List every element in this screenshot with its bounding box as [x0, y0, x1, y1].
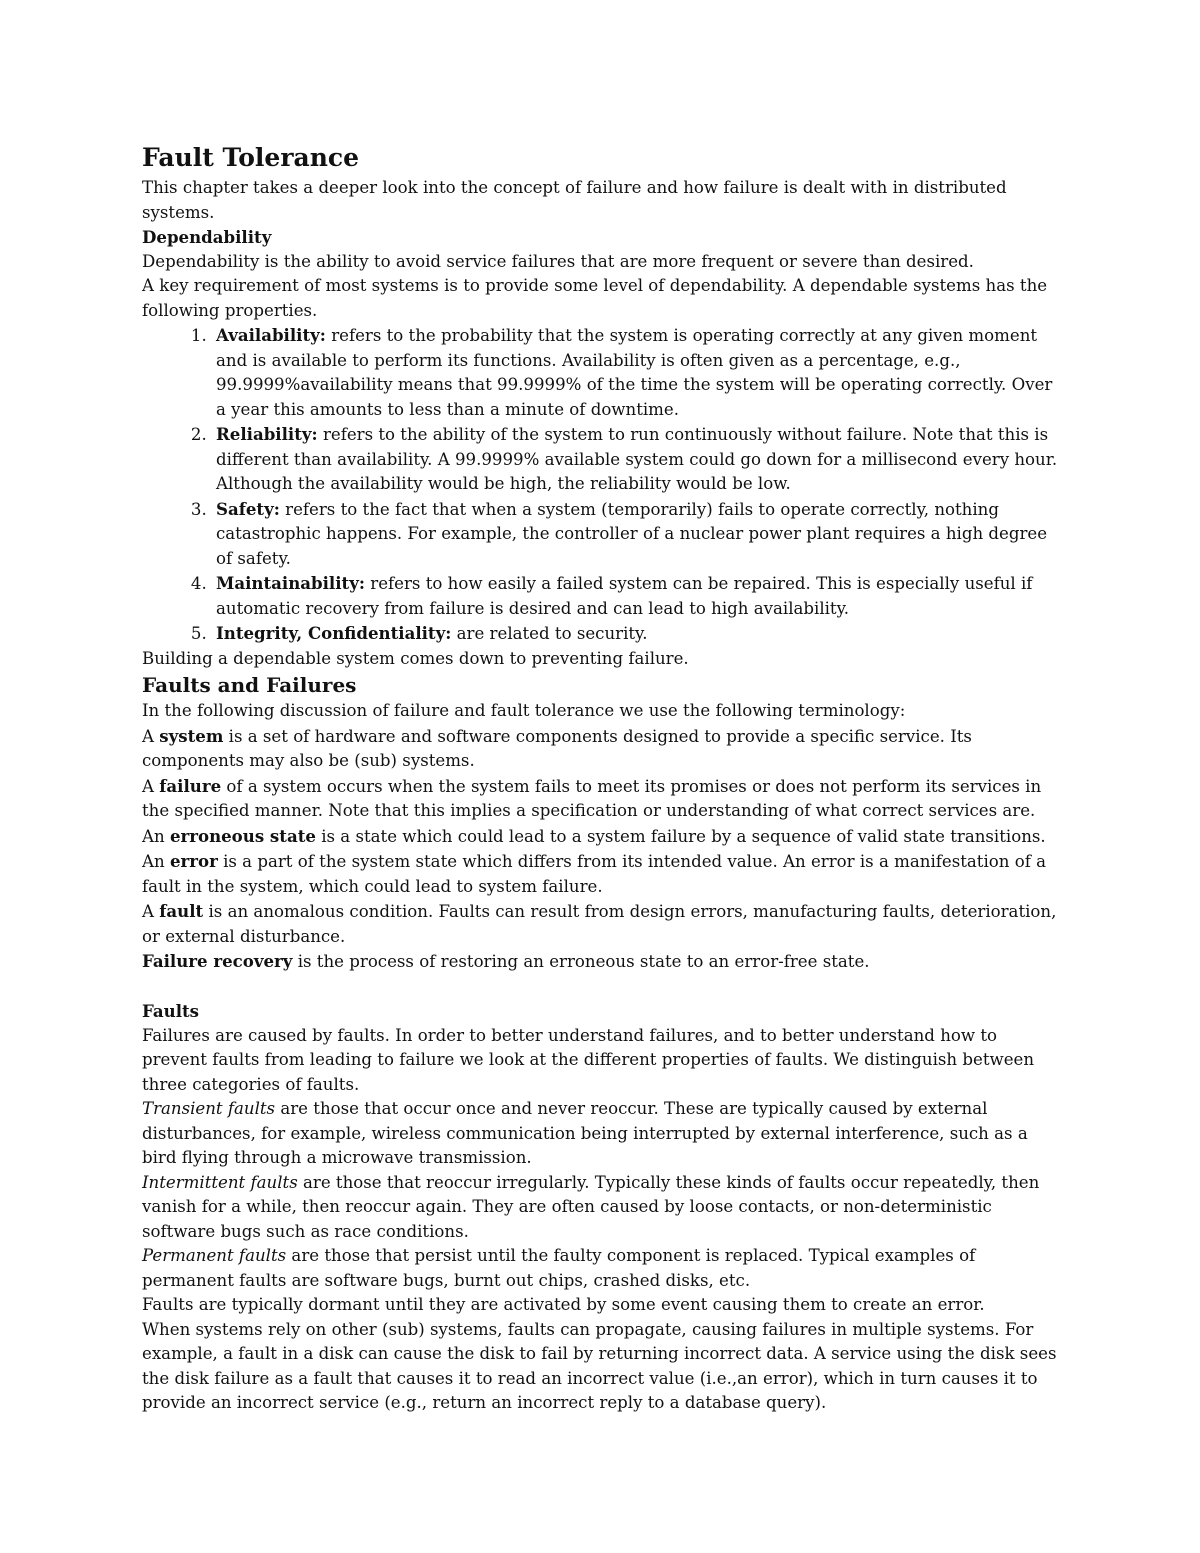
intro-paragraph: This chapter takes a deeper look into the concept of failure and how failure is dealt with in distributed systems.	[142, 178, 1007, 222]
property-term: Reliability:	[216, 424, 318, 444]
property-term: Maintainability:	[216, 573, 365, 593]
faults-intro: Failures are caused by faults. In order to better understand failures, and to better understand how to prevent faults from leading to failure we look at the different properties of faults. We distinguish between three categories of faults.	[142, 1025, 1035, 1094]
fault-type	[142, 1097, 1062, 1171]
term-prefix: A	[142, 726, 160, 746]
property-term: Availability:	[216, 325, 326, 345]
dependability-definition: Dependability is the ability to avoid service failures that are more frequent or severe than desired.	[142, 251, 974, 271]
spacer	[142, 975, 1062, 1000]
fault-type-term: Intermittent faults	[142, 1172, 298, 1192]
term-text: is a set of hardware and software components designed to provide a specific service. Its components may also be (sub) systems.	[142, 726, 972, 770]
property-text: refers to the probability that the system is operating correctly at any given moment and is available to perform its functions. Availability is often given as a percentage, e.g., 99.9999%availability means that 99.9999% of the time the system will be operating correctly. Over a year this amounts to less than a minute of downtime.	[216, 326, 1053, 419]
term-definition	[142, 899, 1062, 949]
term-name: system	[159, 725, 224, 746]
term-name: erroneous state	[169, 825, 316, 846]
property-term: Safety:	[216, 498, 280, 519]
term-definition	[142, 724, 1062, 774]
term-prefix: A	[142, 902, 160, 921]
term-text: is an anomalous condition. Faults can result from design errors, manufacturing faults, deterioration, or external disturbance.	[142, 902, 1057, 946]
term-definition	[142, 849, 1062, 899]
term-prefix: An	[142, 826, 170, 846]
term-name: fault	[159, 901, 204, 921]
term-text: is the process of restoring an erroneous state to an error-free state.	[292, 952, 870, 971]
faults-failures-heading: Faults and Failures	[142, 673, 357, 697]
fault-type-term: Transient faults	[142, 1099, 276, 1118]
faults-propagate: When systems rely on other (sub) systems, faults can propagate, causing failures in multiple systems. For example, a fault in a disk can cause the disk to fail by returning incorrect data. A service using the disk sees the disk failure as a fault that causes it to read an incorrect value (i.e.,an error), which in turn causes it to provide an incorrect service (e.g., return an incorrect reply to a database query).	[142, 1319, 1057, 1412]
property-text: refers to how easily a failed system can be repaired. This is especially useful if automatic recovery from failure is desired and can lead to high availability.	[216, 574, 1033, 618]
document-page	[142, 140, 1062, 1416]
term-definition	[142, 824, 1062, 850]
term-name: Failure recovery	[142, 951, 293, 971]
property-text: are related to security.	[456, 624, 648, 643]
list-item	[212, 323, 1062, 422]
fault-type-term: Permanent faults	[142, 1246, 287, 1265]
term-prefix: An	[142, 852, 170, 871]
dependability-requirement: A key requirement of most systems is to provide some level of dependability. A dependable systems has the following properties.	[142, 276, 1048, 320]
faults-heading: Faults	[142, 1001, 200, 1021]
term-text: is a part of the system state which differs from its intended value. An error is a manifestation of a fault in the system, which could lead to system failure.	[142, 852, 1047, 896]
term-text: of a system occurs when the system fails to meet its promises or does not perform its services in the specified manner. Note that this implies a specification or understanding of what correct services are.	[142, 776, 1042, 820]
term-name: failure	[159, 775, 222, 796]
list-item	[212, 422, 1062, 497]
property-text: refers to the ability of the system to run continuously without failure. Note that this is different than availability. A 99.9999% available system could go down for a millisecond every hour. Although the availability would be high, the reliability would be low.	[216, 425, 1058, 493]
term-text: is a state which could lead to a system failure by a sequence of valid state transitions.	[315, 826, 1046, 846]
property-text: refers to the fact that when a system (temporarily) fails to operate correctly, nothing catastrophic happens. For example, the controller of a nuclear power plant requires a high degree of safety.	[216, 499, 1048, 568]
term-definition	[142, 774, 1062, 824]
term-name: error	[169, 851, 218, 871]
term-definition	[142, 949, 1062, 975]
fault-type-text: are those that occur once and never reoccur. These are typically caused by external disturbances, for example, wireless communication being interrupted by external interference, such as a bird flying through a microwave transmission.	[142, 1099, 1028, 1167]
fault-type-text: are those that reoccur irregularly. Typically these kinds of faults occur repeatedly, then vanish for a while, then reoccur again. They are often caused by loose contacts, or non-deterministic software bugs such as race conditions.	[142, 1172, 1040, 1241]
fault-type	[142, 1171, 1062, 1245]
dependability-closing: Building a dependable system comes down to preventing failure.	[142, 648, 689, 668]
fault-type-text: are those that persist until the faulty component is replaced. Typical examples of permanent faults are software bugs, burnt out chips, crashed disks, etc.	[142, 1246, 976, 1290]
term-prefix: A	[142, 776, 160, 796]
fault-type	[142, 1244, 1062, 1293]
list-item	[212, 621, 1062, 647]
dependability-heading: Dependability	[142, 227, 272, 247]
list-item	[212, 497, 1062, 572]
property-term: Integrity, Confidentiality:	[216, 623, 452, 643]
faults-dormant: Faults are typically dormant until they are activated by some event causing them to create an error.	[142, 1295, 985, 1314]
page-title: Fault Tolerance	[142, 143, 359, 172]
terminology-intro: In the following discussion of failure and fault tolerance we use the following terminology:	[142, 701, 906, 720]
list-item	[212, 571, 1062, 621]
dependability-properties-list	[142, 323, 1062, 647]
